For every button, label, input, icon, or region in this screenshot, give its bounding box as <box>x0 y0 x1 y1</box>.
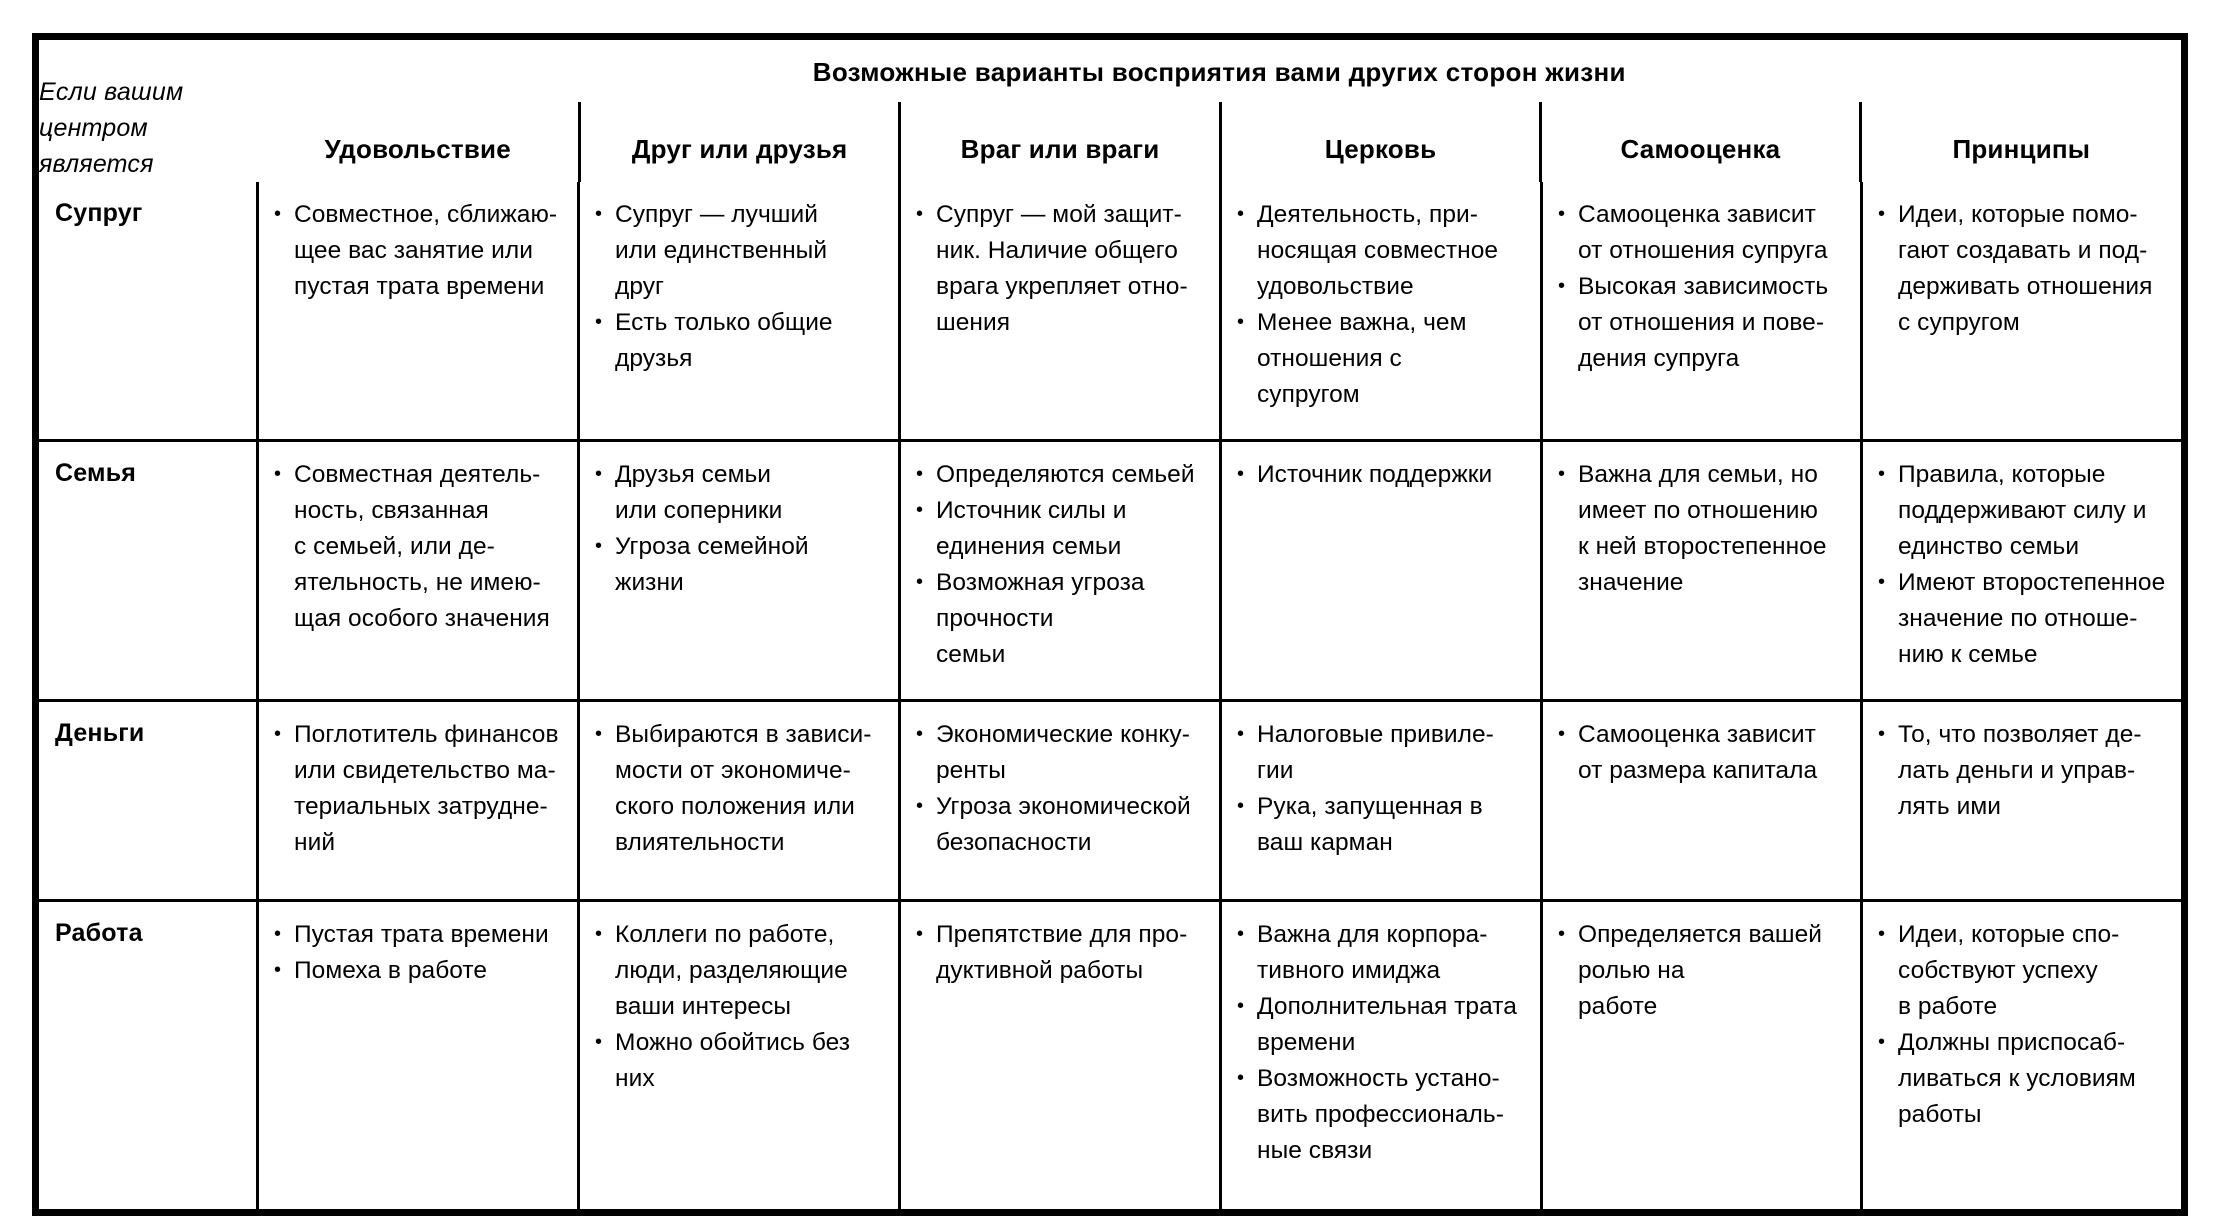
bullet-line: • Коллеги по работе, <box>615 921 835 948</box>
bullet-list <box>1863 702 2181 841</box>
bullet-item <box>1876 1025 2175 1133</box>
bullet-line: нию к семье <box>1898 641 2038 668</box>
bullet-line: • Определяется вашей <box>1578 921 1823 948</box>
cell-family-enemy <box>900 441 1221 701</box>
bullet-line: ваши интересы <box>615 993 792 1020</box>
bullet-line: работе <box>1578 993 1658 1020</box>
bullet-item <box>1556 269 1854 377</box>
bullet-list <box>1863 902 2181 1149</box>
bullet-line: • Самооценка зависит <box>1578 201 1816 228</box>
bullet-line: вить профессиональ- <box>1257 1101 1504 1128</box>
bullet-list <box>580 902 898 1113</box>
bullet-line: супругом <box>1257 381 1360 408</box>
bullet-list <box>1222 902 1540 1185</box>
bullet-line: щая особого значения <box>294 605 550 632</box>
bullet-item <box>1235 989 1534 1061</box>
bullet-item <box>272 717 571 861</box>
bullet-line: пустая трата времени <box>294 273 545 300</box>
cell-spouse-principles <box>1862 182 2185 441</box>
bullet-list <box>580 442 898 617</box>
bullet-line: единство семьи <box>1898 533 2080 560</box>
bullet-list <box>1222 442 1540 509</box>
table-row <box>36 182 2185 441</box>
bullet-line: тивного имиджа <box>1257 957 1441 984</box>
bullet-line: • Помеха в работе <box>294 957 488 984</box>
bullet-line: • Пустая трата времени <box>294 921 549 948</box>
cell-work-principles <box>1862 901 2185 1213</box>
bullet-line: • Дополнительная трата <box>1257 993 1517 1020</box>
bullet-line: безопасности <box>936 829 1092 856</box>
bullet-line: • Совместная деятель- <box>294 461 541 488</box>
bullet-line: лять ими <box>1898 793 2001 820</box>
bullet-line: • Супруг — лучший <box>615 201 818 228</box>
bullet-line: собствуют успеху <box>1898 957 2098 984</box>
bullet-line: ролью на <box>1578 957 1685 984</box>
bullet-line: от размера капитала <box>1578 757 1818 784</box>
table-row <box>36 901 2185 1213</box>
bullet-line: держивать отношения <box>1898 273 2153 300</box>
bullet-line: от отношения супруга <box>1578 237 1828 264</box>
cell-spouse-church <box>1221 182 1542 441</box>
bullet-line: • Угроза экономической <box>936 793 1191 820</box>
bullet-item <box>272 953 571 989</box>
bullet-list <box>259 442 577 653</box>
cell-work-selfesteem <box>1542 901 1862 1213</box>
bullet-line: • Возможность устано- <box>1257 1065 1500 1092</box>
cell-spouse-enemy <box>900 182 1221 441</box>
cell-work-friend <box>579 901 900 1213</box>
bullet-line: • Менее важна, чем <box>1257 309 1467 336</box>
bullet-item <box>1556 917 1854 1025</box>
bullet-item <box>272 197 571 305</box>
bullet-item <box>914 197 1213 341</box>
bullet-item <box>914 457 1213 493</box>
bullet-line: времени <box>1257 1029 1356 1056</box>
bullet-line: имеет по отношению <box>1578 497 1818 524</box>
cell-spouse-friend <box>579 182 900 441</box>
bullet-line: • Экономические конку- <box>936 721 1190 748</box>
bullet-item <box>1556 197 1854 269</box>
column-header-friend: Друг или друзья <box>578 102 898 182</box>
bullet-list <box>1222 182 1540 429</box>
bullet-line: • Имеют второстепенное <box>1898 569 2166 596</box>
bullet-line: с супругом <box>1898 309 2020 336</box>
bullet-line: значение <box>1578 569 1684 596</box>
bullet-line: • Источник поддержки <box>1257 461 1493 488</box>
bullet-item <box>1235 917 1534 989</box>
row-label-money: Деньги <box>36 701 258 901</box>
cell-work-enemy <box>900 901 1221 1213</box>
banner-header-cell <box>258 37 2185 183</box>
corner-header-line-2: центром <box>39 114 148 142</box>
bullet-item <box>914 789 1213 861</box>
bullet-line: ваш карман <box>1257 829 1393 856</box>
row-label-family: Семья <box>36 441 258 701</box>
bullet-line: • Источник силы и <box>936 497 1127 524</box>
bullet-line: • Друзья семьи <box>615 461 772 488</box>
bullet-item <box>1235 1061 1534 1169</box>
bullet-list <box>1222 702 1540 877</box>
bullet-list <box>1543 902 1860 1041</box>
cell-family-church <box>1221 441 1542 701</box>
bullet-line: • Правила, которые <box>1898 461 2106 488</box>
bullet-line: ского положения или <box>615 793 855 820</box>
bullet-line: врага укрепляет отно- <box>936 273 1188 300</box>
bullet-line: поддерживают силу и <box>1898 497 2147 524</box>
bullet-list <box>1543 182 1860 393</box>
bullet-line: влиятельности <box>615 829 785 856</box>
bullet-line: работы <box>1898 1101 1982 1128</box>
bullet-line: значение по отноше- <box>1898 605 2138 632</box>
bullet-line: щее вас занятие или <box>294 237 533 264</box>
bullet-line: • Самооценка зависит <box>1578 721 1816 748</box>
bullet-item <box>593 1025 892 1097</box>
bullet-line: носящая совместное <box>1257 237 1499 264</box>
bullet-line: ренты <box>936 757 1006 784</box>
bullet-list <box>259 182 577 321</box>
bullet-line: гии <box>1257 757 1294 784</box>
cell-family-selfesteem <box>1542 441 1862 701</box>
bullet-line: или соперники <box>615 497 783 524</box>
bullet-item <box>1876 457 2175 565</box>
bullet-list <box>259 702 577 877</box>
bullet-item <box>1876 565 2175 673</box>
bullet-list <box>1863 182 2181 357</box>
table-title: Возможные варианты восприятия вами других сторон жизни <box>812 57 1626 87</box>
cell-money-enemy <box>900 701 1221 901</box>
bullet-line: • Важна для семьи, но <box>1578 461 1818 488</box>
bullet-line: • Можно обойтись без <box>615 1029 851 1056</box>
bullet-item <box>914 493 1213 565</box>
corner-header-line-3: является <box>39 150 154 178</box>
bullet-line: друзья <box>615 345 693 372</box>
bullet-list <box>580 182 898 393</box>
cell-family-friend <box>579 441 900 701</box>
bullet-line: • Важна для корпора- <box>1257 921 1488 948</box>
bullet-line: от отношения и пове- <box>1578 309 1825 336</box>
cell-spouse-pleasure <box>258 182 579 441</box>
bullet-line: или свидетельство ма- <box>294 757 556 784</box>
bullet-item <box>1235 197 1534 305</box>
corner-header-cell <box>36 37 258 183</box>
bullet-line: • Супруг — мой защит- <box>936 201 1182 228</box>
bullet-item <box>593 197 892 305</box>
row-label-spouse: Супруг <box>36 182 258 441</box>
bullet-line: • Налоговые привиле- <box>1257 721 1494 748</box>
bullet-line: гают создавать и под- <box>1898 237 2148 264</box>
row-label-work: Работа <box>36 901 258 1213</box>
bullet-line: них <box>615 1065 655 1092</box>
bullet-line: люди, разделяющие <box>615 957 848 984</box>
column-headers-row <box>258 102 2182 182</box>
bullet-item <box>593 717 892 861</box>
bullet-line: жизни <box>615 569 684 596</box>
bullet-list <box>901 902 1219 1005</box>
table-body <box>36 182 2185 1213</box>
cell-money-friend <box>579 701 900 901</box>
bullet-line: в работе <box>1898 993 1998 1020</box>
bullet-list <box>1863 442 2181 689</box>
cell-work-church <box>1221 901 1542 1213</box>
bullet-list <box>1543 442 1860 617</box>
bullet-item <box>272 457 571 637</box>
bullet-line: семьи <box>936 641 1006 668</box>
column-header-selfesteem: Самооценка <box>1539 102 1858 182</box>
bullet-line: единения семьи <box>936 533 1122 560</box>
bullet-line: • Идеи, которые спо- <box>1898 921 2120 948</box>
bullet-line: лать деньги и управ- <box>1898 757 2136 784</box>
bullet-item <box>1876 917 2175 1025</box>
bullet-line: • Рука, запущенная в <box>1257 793 1483 820</box>
bullet-item <box>1876 197 2175 341</box>
bullet-item <box>593 457 892 529</box>
bullet-line: териальных затрудне- <box>294 793 548 820</box>
bullet-line: ные связи <box>1257 1137 1373 1164</box>
bullet-line: или единственный <box>615 237 828 264</box>
bullet-item <box>1235 789 1534 861</box>
bullet-line: • Совместное, сближаю- <box>294 201 558 228</box>
bullet-line: • Есть только общие <box>615 309 833 336</box>
bullet-list <box>901 442 1219 689</box>
cell-money-selfesteem <box>1542 701 1862 901</box>
bullet-line: дения супруга <box>1578 345 1740 372</box>
bullet-line: • Высокая зависимость <box>1578 273 1829 300</box>
bullet-item <box>593 917 892 1025</box>
bullet-item <box>1556 457 1854 601</box>
bullet-line: • Поглотитель финансов <box>294 721 559 748</box>
bullet-line: • Идеи, которые помо- <box>1898 201 2138 228</box>
bullet-item <box>1235 305 1534 413</box>
bullet-item <box>914 717 1213 789</box>
corner-header-line-1: Если вашим <box>39 78 184 106</box>
bullet-line: • То, что позволяет де- <box>1898 721 2142 748</box>
cell-money-pleasure <box>258 701 579 901</box>
bullet-line: ятельность, не имею- <box>294 569 541 596</box>
bullet-line: удовольствие <box>1257 273 1414 300</box>
cell-family-principles <box>1862 441 2185 701</box>
cell-family-pleasure <box>258 441 579 701</box>
bullet-item <box>1235 457 1534 493</box>
cell-money-principles <box>1862 701 2185 901</box>
column-header-pleasure: Удовольствие <box>324 134 511 164</box>
bullet-line: дуктивной работы <box>936 957 1144 984</box>
bullet-line: мости от экономиче- <box>615 757 851 784</box>
column-header-church: Церковь <box>1219 102 1539 182</box>
bullet-list <box>259 902 577 1005</box>
bullet-line: • Угроза семейной <box>615 533 809 560</box>
bullet-item <box>272 917 571 953</box>
column-header-principles: Принципы <box>1859 102 2181 182</box>
cell-spouse-selfesteem <box>1542 182 1862 441</box>
bullet-line: ний <box>294 829 336 856</box>
cell-work-pleasure <box>258 901 579 1213</box>
cell-money-church <box>1221 701 1542 901</box>
bullet-line: с семьей, или де- <box>294 533 495 560</box>
bullet-line: шения <box>936 309 1011 336</box>
bullet-line: • Выбираются в зависи- <box>615 721 872 748</box>
perception-matrix-table <box>32 33 2188 1216</box>
bullet-item <box>1556 717 1854 789</box>
bullet-line: • Возможная угроза <box>936 569 1145 596</box>
bullet-line: • Деятельность, при- <box>1257 201 1478 228</box>
bullet-line: ность, связанная <box>294 497 489 524</box>
bullet-item <box>1876 717 2175 825</box>
header-row <box>36 37 2185 183</box>
table-row <box>36 701 2185 901</box>
table-row <box>36 441 2185 701</box>
bullet-line: ливаться к условиям <box>1898 1065 2136 1092</box>
bullet-line: друг <box>615 273 665 300</box>
bullet-item <box>914 917 1213 989</box>
bullet-line: • Определяются семьей <box>936 461 1195 488</box>
bullet-line: прочности <box>936 605 1054 632</box>
column-header-enemy: Враг или враги <box>898 102 1218 182</box>
bullet-list <box>901 182 1219 357</box>
bullet-item <box>914 565 1213 673</box>
bullet-list <box>901 702 1219 877</box>
bullet-list <box>580 702 898 877</box>
bullet-item <box>593 305 892 377</box>
bullet-list <box>1543 702 1860 805</box>
bullet-item <box>1235 717 1534 789</box>
bullet-line: ник. Наличие общего <box>936 237 1178 264</box>
bullet-line: • Должны приспосаб- <box>1898 1029 2126 1056</box>
bullet-item <box>593 529 892 601</box>
bullet-line: отношения с <box>1257 345 1402 372</box>
bullet-line: к ней второстепенное <box>1578 533 1827 560</box>
bullet-line: • Препятствие для про- <box>936 921 1188 948</box>
table-head <box>36 37 2185 183</box>
